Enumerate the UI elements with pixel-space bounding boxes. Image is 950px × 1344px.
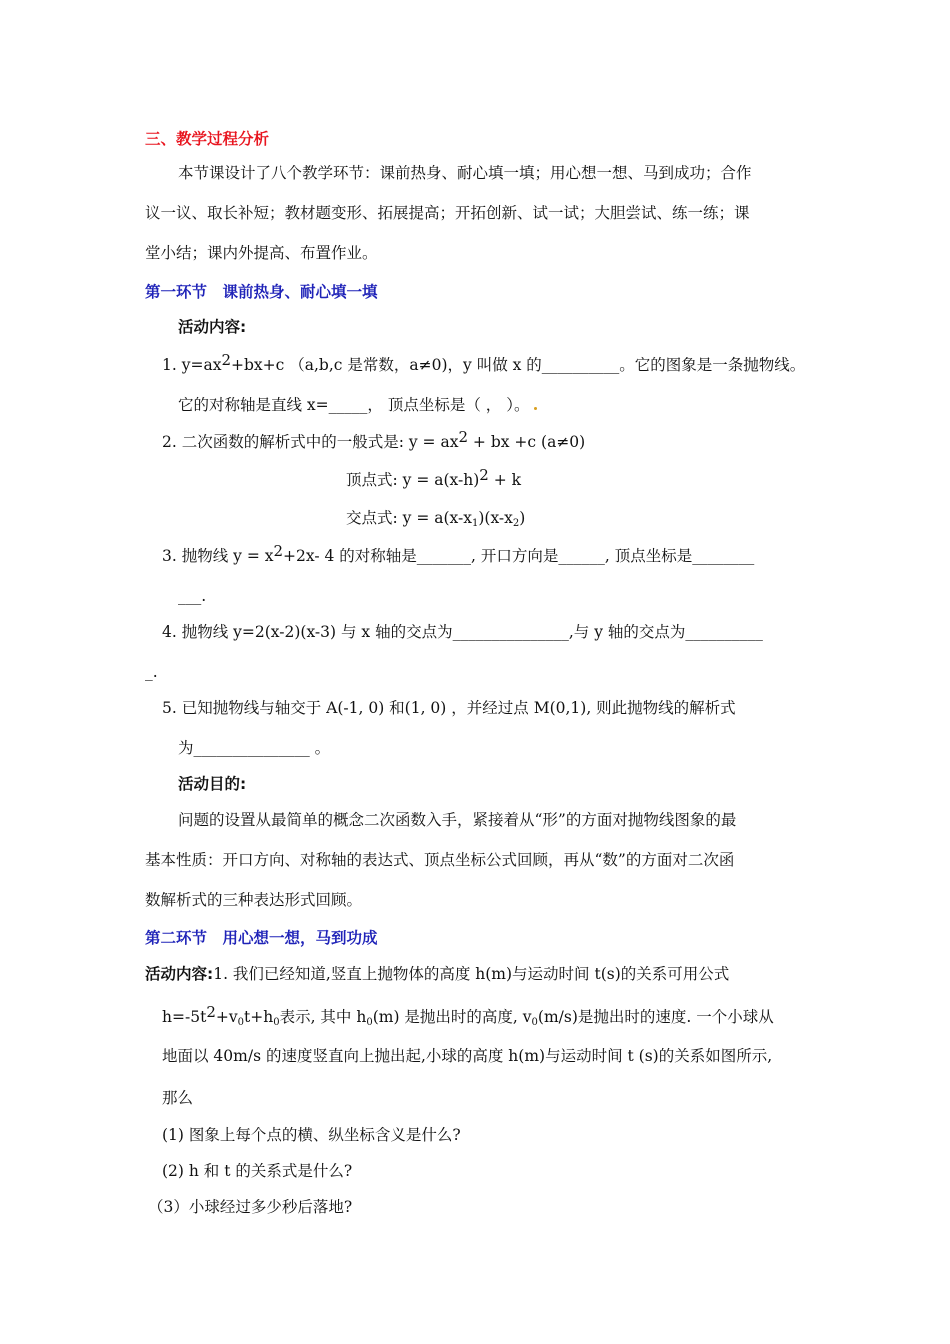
- item-4-line-2: _.: [145, 663, 158, 681]
- item-3-line-2: ___.: [178, 587, 207, 605]
- part2-question-1-line-4: 那么: [162, 1089, 194, 1107]
- item-1: 1. y=ax2+bx+c （a,b,c 是常数，a≠0)，y 叫做 x 的__________。它的图象是一条抛物线。: [162, 351, 806, 374]
- item-5-line-2: 为_______________ 。: [178, 739, 331, 757]
- item-2: 2. 二次函数的解析式中的一般式是: y = ax2 + bx +c (a≠0): [162, 428, 586, 451]
- sub-question-2: (2) h 和 t 的关系式是什么?: [162, 1162, 353, 1180]
- part2-question-1: 活动内容:1. 我们已经知道,竖直上抛物体的高度 h(m)与运动时间 t(s)的关系可用公式: [145, 965, 730, 983]
- item-4: 4. 抛物线 y=2(x-2)(x-3) 与 x 轴的交点为_______________,与 y 轴的交点为__________: [162, 623, 763, 641]
- vertex-form: 顶点式: y = a(x-h)2 + k: [346, 466, 522, 489]
- intercept-form: 交点式: y = a(x-x1)(x-x2): [346, 509, 526, 529]
- sub-question-1: (1) 图象上每个点的横、纵坐标含义是什么?: [162, 1126, 461, 1144]
- part2-activity-label: 活动内容:: [145, 965, 214, 983]
- part1-purpose-label: 活动目的:: [178, 775, 247, 793]
- intro-line-1: 本节课设计了八个教学环节：课前热身、耐心填一填；用心想一想、马到成功；合作: [178, 164, 752, 182]
- part2-question-1-line-2: h=-5t2+v0t+h0表示, 其中 h0(m) 是抛出时的高度, v0(m/s)是抛出时的速度. 一个小球从: [162, 1003, 774, 1028]
- part2-question-1-line-3: 地面以 40m/s 的速度竖直向上抛出起,小球的高度 h(m)与运动时间 t (s)的关系如图所示,: [162, 1047, 773, 1065]
- sub-question-3: （3）小球经过多少秒后落地?: [148, 1198, 353, 1216]
- intro-line-3: 堂小结；课内外提高、布置作业。: [145, 244, 378, 262]
- purpose-line-3: 数解析式的三种表达形式回顾。: [145, 891, 363, 909]
- purpose-line-2: 基本性质：开口方向、对称轴的表达式、顶点坐标公式回顾，再从“数”的方面对二次函: [145, 851, 735, 869]
- item-1-line-2: 它的对称轴是直线 x=_____， 顶点坐标是（ ， ）。: [178, 394, 537, 416]
- dot-mark: [534, 407, 537, 410]
- item-3: 3. 抛物线 y = x2+2x- 4 的对称轴是_______, 开口方向是______, 顶点坐标是________: [162, 542, 755, 565]
- section-title: 三、教学过程分析: [145, 130, 270, 148]
- part1-heading: 第一环节 课前热身、耐心填一填: [145, 283, 378, 301]
- part1-activity-label: 活动内容:: [178, 318, 247, 336]
- part2-heading: 第二环节 用心想一想，马到功成: [145, 929, 378, 947]
- purpose-line-1: 问题的设置从最简单的概念二次函数入手，紧接着从“形”的方面对抛物线图象的最: [178, 811, 737, 829]
- item-5: 5. 已知抛物线与轴交于 A(-1, 0) 和(1, 0) ，并经过点 M(0,1), 则此抛物线的解析式: [162, 699, 736, 717]
- intro-line-2: 议一议、取长补短；教材题变形、拓展提高；开拓创新、试一试；大胆尝试、练一练；课: [145, 204, 750, 222]
